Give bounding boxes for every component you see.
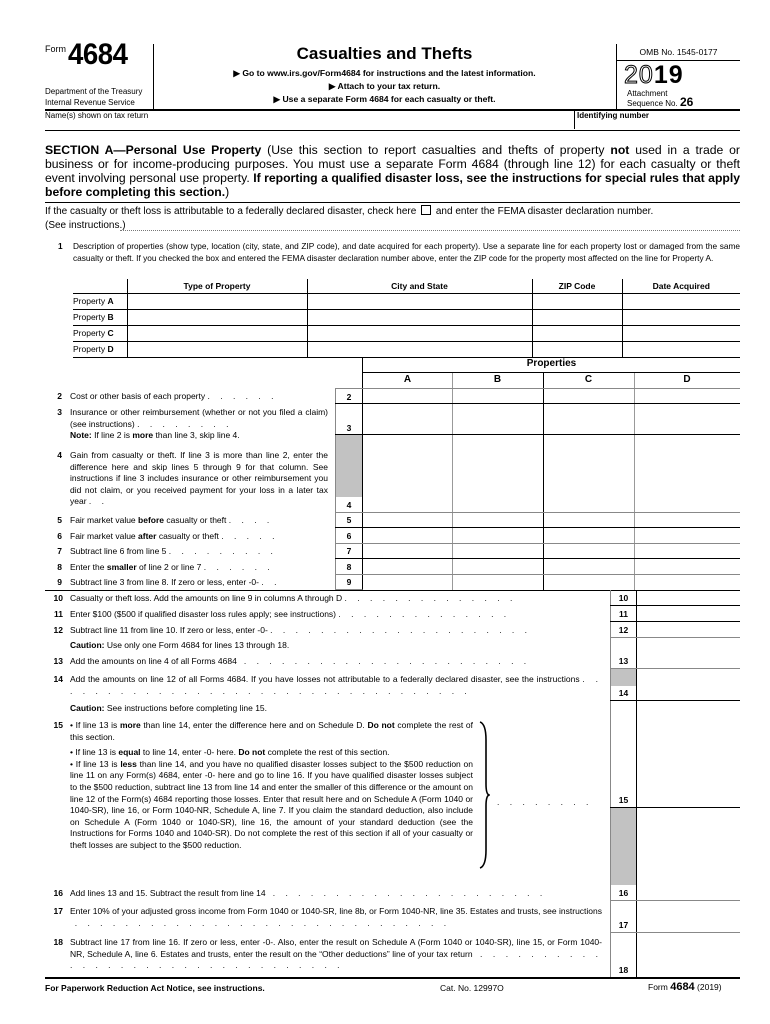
form-number: 4684: [68, 38, 128, 71]
line-17-text: Enter 10% of your adjusted gross income from Form 1040 or 1040-SR, line 8b, or Form 1040-NR, line 35. Estates and trusts, see instructions: [70, 906, 602, 916]
col-b-header: B: [493, 374, 502, 385]
line-number: 1: [58, 241, 63, 251]
type-input[interactable]: [127, 325, 307, 341]
leader-dots: . . . . . . . . . . . . . . . . . . . . . .: [272, 888, 547, 898]
col-zip: ZIP Code: [532, 279, 622, 293]
bullet-text: • If line 13 is: [70, 720, 120, 730]
line-1-text: Description of properties (show type, location (city, state, and ZIP code), and date acquired for each property). Use a separate line for each property lost or damaged from the same casualty or theft. If you checked the box and entered the FEMA disaster declaration number above, enter the ZIP code for the property most affected on the line for Property A.: [73, 241, 740, 263]
rule: [45, 202, 740, 203]
line-box-label: 11: [619, 609, 628, 619]
bullet-bold: equal: [118, 747, 141, 758]
caution-1: [70, 640, 610, 652]
bullet-text: • If line 13 is: [70, 758, 121, 769]
property-label: Property: [73, 328, 108, 338]
line-4-b-input[interactable]: [452, 434, 543, 512]
bullet-1: [70, 720, 473, 743]
line-number: 18: [53, 937, 63, 947]
line-8-text2: of line 2 or line 7: [136, 562, 202, 572]
property-label: Property: [73, 312, 108, 322]
fema-text2: and enter the FEMA disaster declaration number.: [435, 206, 654, 217]
line-text: [70, 888, 630, 900]
row-label: [73, 341, 127, 357]
col-city-state: City and State: [307, 279, 532, 293]
table-row: [73, 309, 740, 325]
col-date: Date Acquired: [622, 279, 740, 293]
line-14-text: Add the amounts on line 12 of all Forms 4684. If you have losses not attributable to a federally declared disaster, see the instructions: [70, 674, 580, 684]
caution-label: Caution:: [70, 640, 105, 650]
bullet-bold: less: [120, 758, 137, 769]
leader-dots: . . . . . . . . . . . . . .: [338, 609, 511, 619]
row-label: [73, 293, 127, 309]
line-text: [70, 531, 340, 543]
line-8-bold: smaller: [106, 562, 137, 572]
instruction-separate: ▶ Use a separate Form 4684 for each casualty or theft.: [273, 94, 496, 104]
line-6-d-input[interactable]: [634, 527, 740, 543]
line-2-a-input[interactable]: [363, 389, 452, 403]
city-input[interactable]: [307, 325, 532, 341]
right-brace-icon: [478, 720, 490, 870]
line-4-d-input[interactable]: [634, 434, 740, 512]
line-number: 8: [57, 562, 62, 572]
line-5-bold: before: [138, 515, 165, 525]
line-6-text2: casualty or theft: [156, 531, 219, 541]
section-a-title: SECTION A—Personal Use Property: [45, 143, 262, 157]
col-d-header: D: [683, 374, 691, 385]
catalog-number: Cat. No. 12997O: [440, 983, 504, 993]
instruction-goto: ▶ Go to www.irs.gov/Form4684 for instructions and the latest information.: [233, 68, 536, 78]
line-number: 17: [53, 906, 63, 916]
line-8-text: Enter the: [70, 562, 107, 572]
line-9-text: Subtract line 3 from line 8. If zero or less, enter -0-: [70, 577, 259, 587]
line-box-label: 5: [346, 515, 352, 525]
leader-dots: . . . . . . . . .: [168, 546, 277, 556]
note-label: Note:: [70, 430, 92, 440]
line-number: 4: [57, 450, 62, 460]
property-label: Property: [73, 296, 108, 306]
line-10-text: Casualty or theft loss. Add the amounts on line 9 in columns A through D: [70, 593, 343, 603]
leader-dots: . .: [88, 496, 109, 506]
amount-grid: [363, 389, 740, 589]
line-number: 2: [57, 391, 62, 401]
leader-dots: . . . .: [228, 515, 274, 525]
zip-input[interactable]: [532, 341, 622, 357]
sequence-number: 26: [679, 95, 694, 109]
bullet-text: to line 14, enter -0- here.: [140, 747, 239, 758]
section-a-not: not: [610, 143, 630, 157]
col-c-header: C: [584, 374, 593, 385]
property-letter: C: [107, 328, 114, 338]
rule: [610, 900, 740, 901]
id-divider: [574, 110, 575, 129]
leader-dots: . . . . . . . .: [137, 418, 233, 429]
col-a-header: A: [403, 374, 412, 385]
line-8-c-input[interactable]: [543, 558, 634, 574]
bullet-bold: Do not: [367, 720, 395, 730]
line-number: 7: [57, 546, 62, 556]
line-text: [70, 391, 340, 403]
bullet-3: [70, 759, 473, 852]
property-table: [73, 279, 740, 358]
caution-2: [70, 703, 610, 715]
line-box-label: 2: [346, 392, 352, 402]
line-6-text: Fair market value: [70, 531, 139, 541]
line-number: 11: [54, 609, 63, 619]
line-number: 14: [53, 674, 63, 684]
line-text: [70, 656, 630, 668]
property-table-header: [73, 279, 740, 293]
line-17-input[interactable]: [637, 917, 740, 932]
line-6-bold: after: [138, 531, 157, 541]
line-text: [70, 720, 473, 852]
leader-dots: . . . . . .: [207, 391, 278, 401]
caution-text: See instructions before completing line 15.: [104, 703, 268, 713]
line-3-text: Insurance or other reimbursement (whether or not you filed a claim) (see instructions): [70, 407, 328, 429]
table-row: [73, 325, 740, 341]
line-box-label: 13: [618, 656, 629, 666]
line-3-b-input[interactable]: [452, 403, 543, 434]
city-input[interactable]: [307, 309, 532, 325]
line-4-a-input[interactable]: [363, 434, 452, 512]
shaded-cell: [611, 668, 636, 686]
footer-rule: [45, 977, 740, 979]
line-box-label: 17: [618, 920, 629, 930]
line-5-b-input[interactable]: [452, 512, 543, 527]
line-11-input[interactable]: [637, 606, 740, 621]
line-text: [70, 562, 340, 574]
table-row: [73, 341, 740, 357]
leader-dots: . . . . . . . . . . . . . . . . . . . . . . . . . . . . . . . . . .: [70, 674, 602, 696]
leader-dots: . . . . . . . . . . . . . .: [344, 593, 517, 603]
department-line1: Department of the Treasury: [45, 87, 143, 96]
line-number: 12: [53, 625, 63, 635]
line-number: 10: [53, 593, 63, 603]
type-input[interactable]: [127, 309, 307, 325]
date-input[interactable]: [622, 293, 740, 309]
property-label: Property: [73, 344, 108, 354]
line-7-b-input[interactable]: [452, 543, 543, 558]
footer-year: (2019): [694, 982, 722, 992]
leader-dots: . . . . .: [221, 531, 279, 541]
shaded-cell: [611, 808, 636, 885]
line-box-label: 14: [618, 688, 629, 698]
line-2-d-input[interactable]: [634, 389, 740, 403]
line-box-label: 15: [618, 795, 629, 805]
zip-input[interactable]: [532, 325, 622, 341]
line-box-label: 18: [618, 965, 629, 975]
section-a-bold: If reporting a qualified disaster loss, see the instructions for special rules that apply before completing this section.: [45, 171, 740, 199]
line-3-d-input[interactable]: [634, 403, 740, 434]
line-10-input[interactable]: [637, 591, 740, 605]
line-5-c-input[interactable]: [543, 512, 634, 527]
shaded-cell: [336, 435, 362, 497]
line-number: 13: [53, 656, 63, 666]
line-text: [70, 515, 340, 527]
bullet-bold: Do not: [238, 747, 266, 758]
line-text: [70, 937, 602, 973]
line-8-d-input[interactable]: [634, 558, 740, 574]
line-9-a-input[interactable]: [363, 574, 452, 589]
rule: [610, 932, 740, 933]
type-input[interactable]: [127, 341, 307, 357]
line-text: [70, 625, 630, 637]
fema-row: [45, 205, 740, 233]
line-number: 5: [57, 515, 62, 525]
date-input[interactable]: [622, 325, 740, 341]
line-box-label: 9: [346, 577, 352, 587]
city-input[interactable]: [307, 341, 532, 357]
property-letter: D: [107, 344, 114, 354]
line-9-c-input[interactable]: [543, 574, 634, 589]
instruction-attach: ▶ Attach to your tax return.: [328, 81, 441, 91]
caution-label: Caution:: [70, 703, 105, 713]
line-4-c-input[interactable]: [543, 434, 634, 512]
rule: [610, 637, 740, 638]
footer-form-number: 4684: [670, 981, 695, 993]
line-7-d-input[interactable]: [634, 543, 740, 558]
bullet-text: complete the rest of this section.: [70, 720, 473, 742]
fema-see: (See instructions.): [45, 220, 126, 231]
leader-dots: . . . . . . . .: [497, 797, 593, 807]
line-2-c-input[interactable]: [543, 389, 634, 403]
note-text: If line 2 is: [91, 430, 133, 440]
line-box-label: 16: [618, 888, 629, 898]
zip-input[interactable]: [532, 309, 622, 325]
leader-dots: . . . . . . . . . . . . . . . . . . . . .: [270, 625, 531, 635]
line-box-label: 4: [346, 500, 352, 510]
rule: [45, 130, 740, 131]
line-box-label: 6: [346, 531, 352, 541]
fema-number-input[interactable]: [120, 230, 740, 231]
tax-year: [624, 61, 684, 90]
line-number: 16: [53, 888, 63, 898]
line-9-d-input[interactable]: [634, 574, 740, 589]
date-input[interactable]: [622, 309, 740, 325]
department-line2: Internal Revenue Service: [45, 98, 135, 107]
line-13-text: Add the amounts on line 4 of all Forms 4684: [70, 656, 237, 666]
line-7-text: Subtract line 6 from line 5: [70, 546, 167, 556]
omb-number: OMB No. 1545-0177: [617, 44, 740, 61]
line-text: [70, 674, 602, 697]
date-input[interactable]: [622, 341, 740, 357]
line-number: 9: [57, 577, 62, 587]
line-16-input[interactable]: [637, 885, 740, 900]
form-label: Form: [45, 44, 66, 54]
year-bold: 19: [653, 61, 684, 89]
line-13-input[interactable]: [637, 653, 740, 668]
line-2-b-input[interactable]: [452, 389, 543, 403]
header-instructions: [153, 67, 616, 106]
property-letter: A: [107, 296, 114, 306]
line-text: [70, 577, 360, 589]
leader-dots: . . . . . . . . . . . . . . . . . . . . . . . . . . . . . .: [74, 917, 451, 928]
table-row: [73, 293, 740, 309]
year-outline: 20: [624, 61, 654, 89]
line-14-input[interactable]: [637, 685, 740, 700]
section-a-text: (Use this section to report casualties and thefts of property: [261, 143, 611, 157]
section-a-intro: [45, 143, 740, 199]
line-text: [70, 450, 328, 508]
footer-form-label: Form: [648, 982, 671, 992]
row-label: [73, 325, 127, 341]
line-box-label: 3: [346, 423, 352, 433]
leader-dots: . . . . . . . . . . . . . . . . . . . . . . . . . . . . . . . .: [70, 948, 602, 970]
line-text: [70, 609, 630, 621]
section-a-text2: used in a trade or business or for income-producing purposes. You must use a separate Form 4684 (through line 12) for each casualty or theft event involving personal use property.: [45, 143, 740, 185]
type-input[interactable]: [127, 293, 307, 309]
line-18-text: Subtract line 17 from line 16. If zero or less, enter -0-. Also, enter the result on Schedule A (Form 1040 or 1040-SR), line 15, or Form 1040-NR, Schedule A, line 6. Estates and trusts, enter the result on the “Other deductions” line of your tax return: [70, 937, 602, 959]
line-9-b-input[interactable]: [452, 574, 543, 589]
bullet-text: • If line 13 is: [70, 747, 119, 758]
line-7-c-input[interactable]: [543, 543, 634, 558]
rule: [363, 372, 740, 373]
line-box-label: 8: [346, 562, 352, 572]
line-12-text: Subtract line 11 from line 10. If zero or less, enter -0-: [70, 625, 268, 635]
zip-input[interactable]: [532, 293, 622, 309]
line-7-a-input[interactable]: [363, 543, 452, 558]
city-input[interactable]: [307, 293, 532, 309]
line-8-b-input[interactable]: [452, 558, 543, 574]
line-box-label: 7: [346, 546, 352, 556]
line-box-label: 10: [618, 593, 629, 603]
department: [45, 86, 142, 108]
leader-dots: . .: [261, 577, 281, 587]
line-text: [70, 407, 328, 442]
line-2-text: Cost or other basis of each property: [70, 391, 206, 401]
properties-header: Properties: [526, 358, 577, 369]
caution-text: Use only one Form 4684 for lines 13 through 18.: [104, 640, 290, 650]
leader-dots: . . . . . .: [203, 562, 274, 572]
line-16-text: Add lines 13 and 15. Subtract the result from line 14: [70, 888, 266, 898]
col-type: Type of Property: [127, 279, 307, 293]
fema-checkbox[interactable]: [421, 205, 431, 215]
line-1: [45, 240, 740, 264]
col-blank: [73, 279, 127, 293]
rule: [610, 700, 740, 701]
line-text: [70, 546, 340, 558]
line-11-text: Enter $100 ($500 if qualified disaster loss rules apply; see instructions): [70, 609, 337, 619]
sequence-label: Sequence No.: [627, 99, 678, 108]
line-number: 6: [57, 531, 62, 541]
row-label: [73, 309, 127, 325]
line-3-a-input[interactable]: [363, 403, 452, 434]
line-15-input[interactable]: [637, 790, 740, 807]
line-8-a-input[interactable]: [363, 558, 452, 574]
attachment-sequence: [627, 89, 693, 108]
form-title: Casualties and Thefts: [296, 44, 473, 63]
identifying-number-label: Identifying number: [577, 111, 649, 120]
line-6-a-input[interactable]: [363, 527, 452, 543]
attachment-label: Attachment: [627, 89, 668, 98]
line-18-input[interactable]: [637, 960, 740, 977]
line-4-text: Gain from casualty or theft. If line 3 is more than line 2, enter the difference here and skip lines 5 through 9 for that column. See instructions if line 3 includes insurance or other reimbursement you did not claim, or you received payment for your loss in a later tax year: [70, 450, 328, 506]
footer-form-id: [648, 981, 722, 993]
line-5-text2: casualty or theft: [164, 515, 227, 525]
leader-dots: . . . . . . . . . . . . . . . . . . . . . . .: [243, 656, 531, 666]
line-12-input[interactable]: [637, 622, 740, 637]
line-3-c-input[interactable]: [543, 403, 634, 434]
line-6-b-input[interactable]: [452, 527, 543, 543]
name-label: Name(s) shown on tax return: [45, 111, 149, 120]
section-a-close: ): [225, 185, 230, 199]
bullet-2: [70, 747, 473, 759]
property-letter: B: [107, 312, 114, 322]
line-text: [70, 593, 630, 605]
note-more: more: [132, 430, 154, 440]
line-box-label: 12: [618, 625, 629, 635]
line-text: [70, 906, 602, 930]
note-tail: than line 3, skip line 4.: [153, 430, 240, 440]
rule: [610, 668, 740, 669]
line-5-a-input[interactable]: [363, 512, 452, 527]
rule: [610, 807, 740, 808]
bullet-text: complete the rest of this section.: [265, 747, 390, 758]
line-6-c-input[interactable]: [543, 527, 634, 543]
line-5-d-input[interactable]: [634, 512, 740, 527]
line-number: 15: [53, 720, 63, 730]
line-number: 3: [57, 407, 62, 417]
bullet-text: than line 14, and you have no qualified disaster losses subject to the $500 reduction on line 11 on any Form(s) 4684, enter -0- here and go to line 16. If you have qualified disaster losses subject to the $500 reduction, subtract line 13 from line 14 and enter the smaller of this difference or the amount on line 12 of the Form(s) 4684 reporting those losses. Enter that result here and on Schedule A (Form 1040 or 1040-SR), line 16, or Form 1040-NR, Schedule A, line 7. If you claim the standard deduction, also include on Schedule A (Form 1040 or 1040-SR), line 16, the amount of your standard deduction (see the Instructions for Forms 1040 and 1040-SR). Do not complete the rest of this section if all of your casualty or theft losses are subject to the $500 reduction.: [70, 758, 473, 850]
fema-text: If the casualty or theft loss is attributable to a federally declared disaster, check here: [45, 206, 417, 217]
paperwork-notice: For Paperwork Reduction Act Notice, see instructions.: [45, 983, 265, 993]
bullet-bold: more: [119, 720, 141, 730]
line-5-text: Fair market value: [70, 515, 139, 525]
bullet-text: than line 14, enter the difference here and on Schedule D.: [140, 720, 368, 730]
